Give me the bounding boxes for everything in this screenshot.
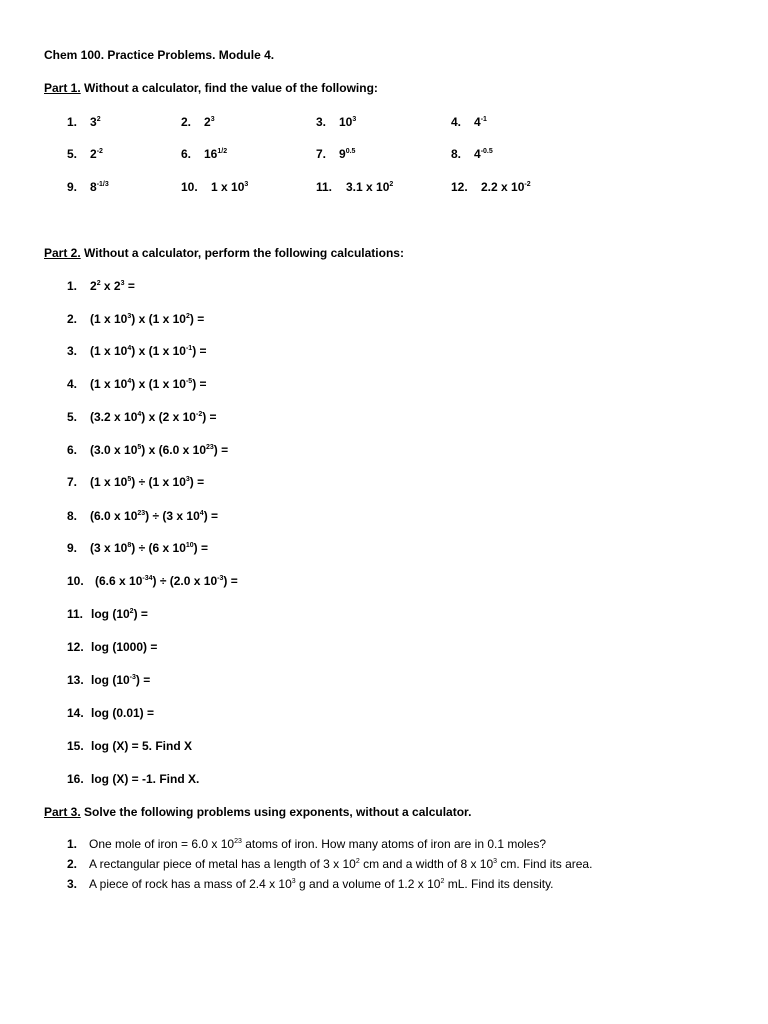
- item-text: [89, 857, 592, 871]
- expression-text: atoms of iron. How many atoms of iron are in 0.1 moles?: [241, 837, 547, 851]
- exponent: 4: [127, 378, 132, 385]
- item-number: 7.: [316, 147, 327, 161]
- expression-text: ) =: [189, 312, 205, 326]
- expression-text: ) =: [135, 673, 151, 687]
- part2-item: [67, 377, 207, 391]
- item-number: 3.: [67, 877, 78, 891]
- item-number: 4.: [451, 115, 462, 129]
- expression-text: (6.6 x 10: [95, 574, 143, 588]
- exponent: 8: [127, 542, 132, 549]
- expression-text: ) x (1 x 10: [131, 377, 186, 391]
- part3-heading: [44, 805, 471, 819]
- exponent: 23: [206, 444, 214, 451]
- expression-text: ) x (1 x 10: [131, 344, 186, 358]
- item-base: 10: [339, 115, 353, 129]
- part2-item: [67, 541, 208, 555]
- part2-item: [67, 443, 228, 457]
- item-text: [89, 837, 546, 851]
- item-number: 1.: [67, 115, 78, 129]
- expression-text: ) x (1 x 10: [131, 312, 186, 326]
- expression-text: (3.0 x 10: [90, 443, 138, 457]
- exponent: 4: [137, 411, 142, 418]
- expression-text: log (10: [91, 607, 130, 621]
- item-number: 2.: [67, 312, 78, 326]
- exponent: -3: [129, 674, 136, 681]
- part2-instructions: Without a calculator, perform the following calculations:: [80, 246, 404, 260]
- expression-text: One mole of iron = 6.0 x 10: [89, 837, 235, 851]
- part2-item: [67, 772, 199, 786]
- part2-item: [67, 475, 204, 489]
- item-base: 2: [90, 147, 97, 161]
- expression-text: ) =: [192, 377, 207, 391]
- part2-item: [67, 706, 154, 720]
- exponent: 3: [185, 476, 190, 483]
- item-number: 4.: [67, 377, 78, 391]
- exponent: 5: [137, 444, 142, 451]
- exponent: 3: [493, 858, 498, 865]
- expression-text: (3 x 10: [90, 541, 128, 555]
- expression-text: ) =: [223, 574, 238, 588]
- expression-text: ) x (2 x 10: [141, 410, 196, 424]
- exponent: -2: [195, 411, 203, 418]
- part1-item: [67, 115, 101, 129]
- exponent: 4: [199, 510, 204, 517]
- exponent: 10: [185, 542, 194, 549]
- part2-item: [67, 739, 192, 753]
- item-number: 15.: [67, 739, 84, 753]
- item-number: 14.: [67, 706, 84, 720]
- expression-text: x 2: [100, 279, 121, 293]
- exponent: 2: [355, 858, 360, 865]
- exponent: 0.5: [345, 148, 356, 155]
- expression-text: ) =: [202, 410, 217, 424]
- exponent: -3: [217, 575, 224, 582]
- part1-item: [451, 180, 531, 194]
- part2-item: [67, 312, 204, 326]
- expression-text: (1 x 10: [90, 344, 128, 358]
- item-number: 8.: [451, 147, 462, 161]
- exponent: -34: [142, 575, 153, 582]
- expression-text: ) =: [133, 607, 148, 621]
- item-number: 11.: [67, 607, 84, 621]
- part2-item: [67, 607, 148, 621]
- item-number: 2.: [181, 115, 192, 129]
- part2-item: [67, 509, 218, 523]
- expression-text: 2: [90, 279, 97, 293]
- item-number: 11.: [316, 180, 333, 194]
- expression-text: ) =: [192, 344, 207, 358]
- part2-item: [67, 279, 135, 293]
- item-base: 2: [204, 115, 211, 129]
- item-base: 9: [339, 147, 346, 161]
- item-number: 9.: [67, 541, 78, 555]
- expression-text: g and a volume of 1.2 x 10: [295, 877, 441, 891]
- item-number: 13.: [67, 673, 84, 687]
- exponent: -0.5: [480, 148, 493, 155]
- item-base: 3: [90, 115, 97, 129]
- exponent: -1: [185, 345, 193, 352]
- item-number: 12.: [67, 640, 84, 654]
- exponent: 3: [127, 313, 132, 320]
- exponent: 3: [210, 116, 215, 123]
- expression-text: ) ÷ (3 x 10: [145, 509, 200, 523]
- expression-text: cm. Find its area.: [497, 857, 593, 871]
- part2-item: [67, 574, 238, 588]
- exponent: 1/2: [217, 148, 228, 155]
- part2-item: [67, 410, 217, 424]
- part1-item: [67, 180, 109, 194]
- expression-text: ) =: [203, 509, 219, 523]
- exponent: -1: [480, 116, 487, 123]
- exponent: 2: [129, 608, 134, 615]
- part2-item: [67, 640, 157, 654]
- exponent: 3: [352, 116, 357, 123]
- exponent: 2: [185, 313, 190, 320]
- part2-heading: [44, 246, 404, 260]
- exponent: 4: [127, 345, 132, 352]
- exponent: 3: [120, 280, 125, 287]
- part1-heading: [44, 81, 378, 95]
- item-base: 3.1 x 10: [346, 180, 390, 194]
- expression-text: (6.0 x 10: [90, 509, 138, 523]
- exponent: 3: [244, 181, 249, 188]
- part3-label: Part 3.: [44, 805, 81, 819]
- item-text: [89, 877, 554, 891]
- exponent: -5: [185, 378, 193, 385]
- part1-item: [451, 115, 487, 129]
- exponent: 23: [234, 838, 242, 845]
- exponent: 3: [291, 878, 296, 885]
- expression-text: (1 x 10: [90, 475, 128, 489]
- part2-item: [67, 344, 207, 358]
- part1-item: [316, 115, 356, 129]
- item-base: 1 x 10: [211, 180, 245, 194]
- item-base: 16: [204, 147, 218, 161]
- item-number: 6.: [67, 443, 78, 457]
- exponent: -2: [524, 181, 531, 188]
- part1-label: Part 1.: [44, 81, 81, 95]
- expression-text: cm and a width of 8 x 10: [359, 857, 494, 871]
- expression-text: ) =: [189, 475, 205, 489]
- item-base: 8: [90, 180, 97, 194]
- expression-text: ) x (6.0 x 10: [141, 443, 206, 457]
- item-number: 16.: [67, 772, 84, 786]
- expression-text: (3.2 x 10: [90, 410, 138, 424]
- part1-item: [67, 147, 103, 161]
- expression-text: ) ÷ (1 x 10: [131, 475, 186, 489]
- item-number: 12.: [451, 180, 468, 194]
- exponent: -1/3: [96, 181, 109, 188]
- item-number: 9.: [67, 180, 78, 194]
- part1-item: [316, 147, 355, 161]
- item-number: 5.: [67, 410, 78, 424]
- item-number: 1.: [67, 837, 78, 851]
- exponent: 23: [137, 510, 146, 517]
- expression-text: ) ÷ (6 x 10: [131, 541, 186, 555]
- expression-text: ) ÷ (2.0 x 10: [152, 574, 218, 588]
- page-title: Chem 100. Practice Problems. Module 4.: [44, 48, 275, 62]
- exponent: 2: [96, 280, 101, 287]
- part1-instructions: Without a calculator, find the value of the following:: [80, 81, 378, 95]
- expression-text: ) =: [193, 541, 209, 555]
- expression-text: =: [124, 279, 135, 293]
- expression-text: A piece of rock has a mass of 2.4 x 10: [89, 877, 292, 891]
- expression-text: (1 x 10: [90, 377, 128, 391]
- part2-item: [67, 673, 150, 687]
- exponent: 2: [440, 878, 445, 885]
- item-number: 3.: [67, 344, 78, 358]
- item-base: 2.2 x 10: [481, 180, 525, 194]
- exponent: 2: [96, 116, 101, 123]
- expression-text: mL. Find its density.: [444, 877, 554, 891]
- expression-text: ) =: [213, 443, 229, 457]
- item-number: 10.: [181, 180, 198, 194]
- exponent: 5: [127, 476, 132, 483]
- expression-text: log (10: [91, 673, 130, 687]
- expression-text: log (X) = 5. Find X: [91, 739, 193, 753]
- expression-text: log (1000) =: [91, 640, 158, 654]
- exponent: 2: [389, 181, 394, 188]
- item-number: 6.: [181, 147, 192, 161]
- expression-text: (1 x 10: [90, 312, 128, 326]
- expression-text: A rectangular piece of metal has a length of 3 x 10: [89, 857, 356, 871]
- part1-item: [181, 180, 248, 194]
- expression-text: log (0.01) =: [91, 706, 155, 720]
- expression-text: log (X) = -1. Find X.: [91, 772, 200, 786]
- item-number: 2.: [67, 857, 78, 871]
- item-number: 1.: [67, 279, 78, 293]
- part3-instructions: Solve the following problems using exponents, without a calculator.: [80, 805, 472, 819]
- item-base: 4: [474, 115, 481, 129]
- item-number: 7.: [67, 475, 78, 489]
- part2-label: Part 2.: [44, 246, 81, 260]
- item-number: 10.: [67, 574, 84, 588]
- exponent: -2: [96, 148, 103, 155]
- item-base: 4: [474, 147, 481, 161]
- part1-item: [181, 115, 215, 129]
- item-number: 5.: [67, 147, 78, 161]
- part1-item: [181, 147, 227, 161]
- part1-item: [316, 180, 393, 194]
- item-number: 8.: [67, 509, 78, 523]
- item-number: 3.: [316, 115, 327, 129]
- part1-item: [451, 147, 493, 161]
